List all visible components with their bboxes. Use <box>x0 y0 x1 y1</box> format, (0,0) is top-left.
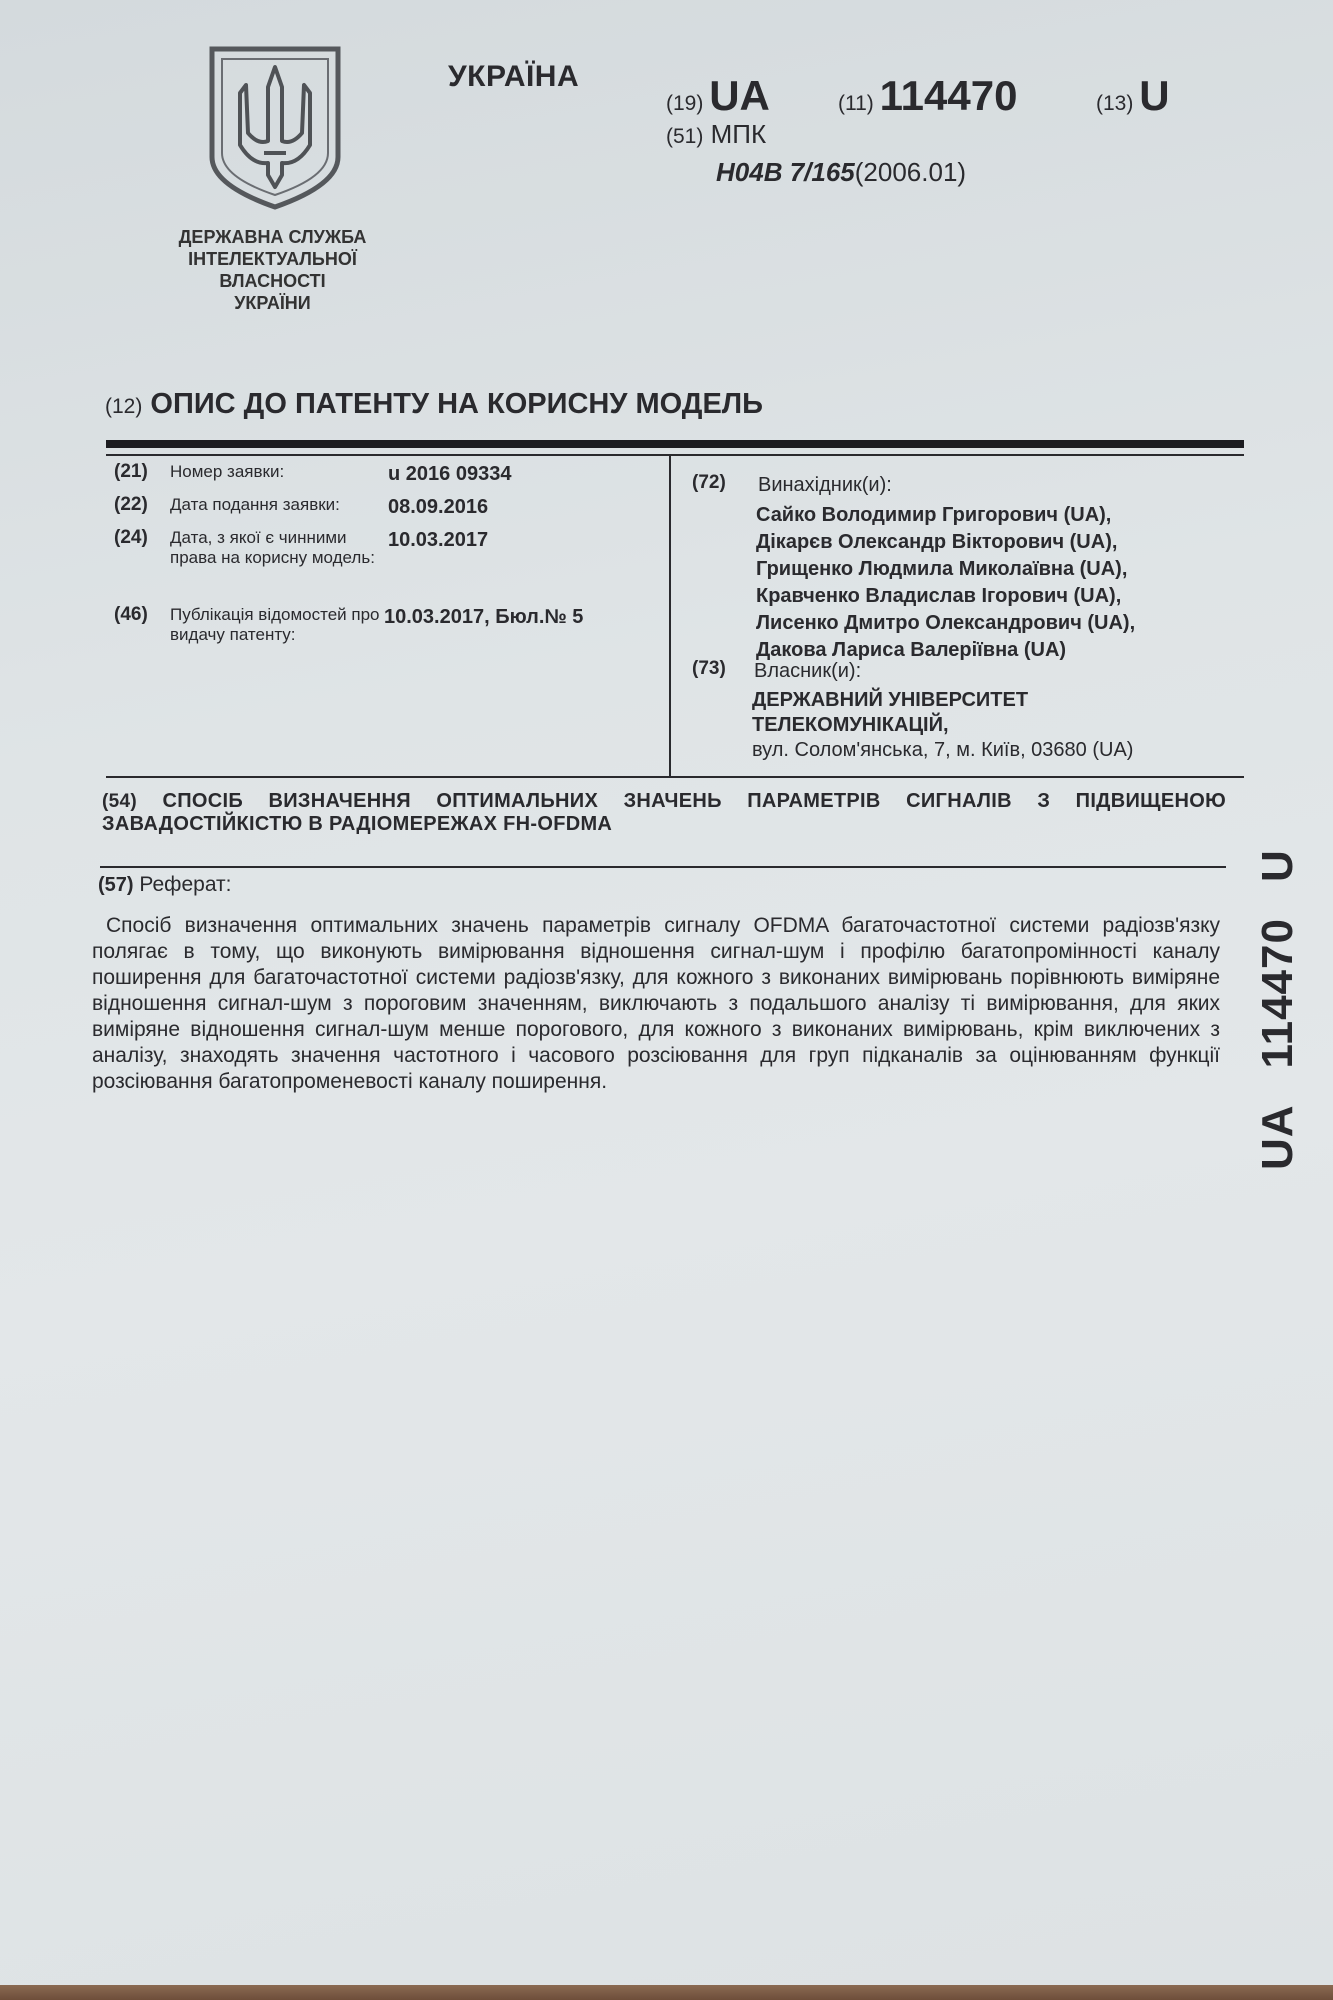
owner-name-line: ДЕРЖАВНИЙ УНІВЕРСИТЕТ <box>752 689 1029 711</box>
country-name: УКРАЇНА <box>448 60 580 93</box>
inventor-name: Лисенко Дмитро Олександрович (UA), <box>756 612 1136 634</box>
inventor-name: Сайко Володимир Григорович (UA), <box>756 504 1112 526</box>
divider-mid <box>106 776 1244 778</box>
owner-address: вул. Солом'янська, 7, м. Київ, 03680 (UA) <box>752 739 1134 761</box>
ipc-classification <box>716 157 966 188</box>
inventor-name: Грищенко Людмила Миколаївна (UA), <box>756 558 1128 580</box>
divider-low <box>100 866 1226 868</box>
document-title <box>105 388 763 421</box>
ipc-label-text: МПК <box>710 119 767 149</box>
owner-block <box>752 688 1133 763</box>
field-code: (22) <box>114 494 148 515</box>
patent-number-num: (11) <box>838 92 874 115</box>
document-title-text: ОПИС ДО ПАТЕНТУ НА КОРИСНУ МОДЕЛЬ <box>150 388 763 420</box>
patent-number-value: 114470 <box>879 72 1018 119</box>
inventor-name: Дікарєв Олександр Вікторович (UA), <box>756 531 1118 553</box>
field-code: (72) <box>692 472 726 493</box>
page-bottom-edge <box>0 1985 1333 2000</box>
country-code-value: UA <box>709 72 770 119</box>
invention-title <box>102 790 1226 835</box>
inventors-list <box>756 502 1135 664</box>
field-value: 10.03.2017 <box>388 529 489 551</box>
field-label: Номер заявки: <box>170 462 285 481</box>
margin-prefix: UA <box>1253 1104 1302 1170</box>
document-title-num: (12) <box>105 395 143 418</box>
agency-name <box>150 226 395 314</box>
invention-title-code: (54) <box>102 791 137 812</box>
margin-number: 114470 <box>1253 918 1302 1069</box>
kind-code <box>1096 72 1170 120</box>
ipc-version: (2006.01) <box>854 157 967 187</box>
field-label: Винахідник(и): <box>758 474 892 496</box>
field-label: Дата подання заявки: <box>170 495 340 514</box>
owner-name-line: ТЕЛЕКОМУНІКАЦІЙ, <box>752 714 949 736</box>
field-value: 08.09.2016 <box>388 496 489 518</box>
field-value: u 2016 09334 <box>388 463 512 485</box>
divider-thick <box>106 440 1244 448</box>
field-label: Публікація відомостей про видачу патенту: <box>170 605 380 644</box>
country-code <box>666 72 770 120</box>
divider-thin <box>106 454 1244 456</box>
inventor-name: Дакова Лариса Валеріївна (UA) <box>756 639 1067 661</box>
margin-suffix: U <box>1253 849 1302 883</box>
invention-title-text: СПОСІБ ВИЗНАЧЕННЯ ОПТИМАЛЬНИХ ЗНАЧЕНЬ ПАРАМЕТРІВ СИГНАЛІВ З ПІДВИЩЕНОЮ ЗАВАДОСТІЙКІСТЮ В РАДІОМЕРЕЖАХ FH-OFDMA <box>102 790 1226 835</box>
abstract-code: (57) <box>98 874 134 896</box>
field-label: Власник(и): <box>754 660 862 682</box>
agency-line: ІНТЕЛЕКТУАЛЬНОЇ <box>188 249 357 269</box>
coat-of-arms-icon <box>208 45 342 211</box>
kind-code-value: U <box>1139 72 1170 119</box>
agency-line: УКРАЇНИ <box>234 293 311 313</box>
field-code: (46) <box>114 604 148 625</box>
ipc-code: H04B 7/165 <box>716 157 855 187</box>
abstract-label: Реферат: <box>139 873 232 896</box>
field-code: (24) <box>114 527 148 548</box>
inventor-name: Кравченко Владислав Ігорович (UA), <box>756 585 1122 607</box>
column-divider <box>669 456 671 776</box>
ipc-num: (51) <box>666 125 704 148</box>
country-code-num: (19) <box>666 92 704 115</box>
field-code: (21) <box>114 461 148 482</box>
abstract-heading <box>98 873 232 897</box>
kind-code-num: (13) <box>1096 92 1134 115</box>
patent-number <box>838 72 1017 120</box>
abstract-text: Спосіб визначення оптимальних значень параметрів сигналу OFDMA багаточастотної системи радіозв'язку полягає в тому, що виконують вимірювання відношення сигнал-шум і профілю багатопромінності каналу поширення для багаточастотної системи радіозв'язку, для кожного з виконаних вимірювань порівнюють виміряне відношення сигнал-шум з пороговим значенням, виключають з подальшого аналізу ті вимірювання, для яких виміряне відношення сигнал-шум менше порогового, для кожного з виконаних вимірювань, крім виключених з аналізу, знаходять значення частотного і часового розсіювання для груп підканалів за оцінюванням функції розсіювання багатопроменевості каналу поширення. <box>92 914 1220 1093</box>
ipc-label <box>666 119 766 150</box>
field-value: 10.03.2017, Бюл.№ 5 <box>384 606 584 628</box>
field-label: Дата, з якої є чинними права на корисну модель: <box>170 528 375 567</box>
agency-line: ВЛАСНОСТІ <box>219 271 326 291</box>
margin-patent-id <box>1253 849 1303 1170</box>
field-code: (73) <box>692 658 726 679</box>
agency-line: ДЕРЖАВНА СЛУЖБА <box>178 227 367 247</box>
